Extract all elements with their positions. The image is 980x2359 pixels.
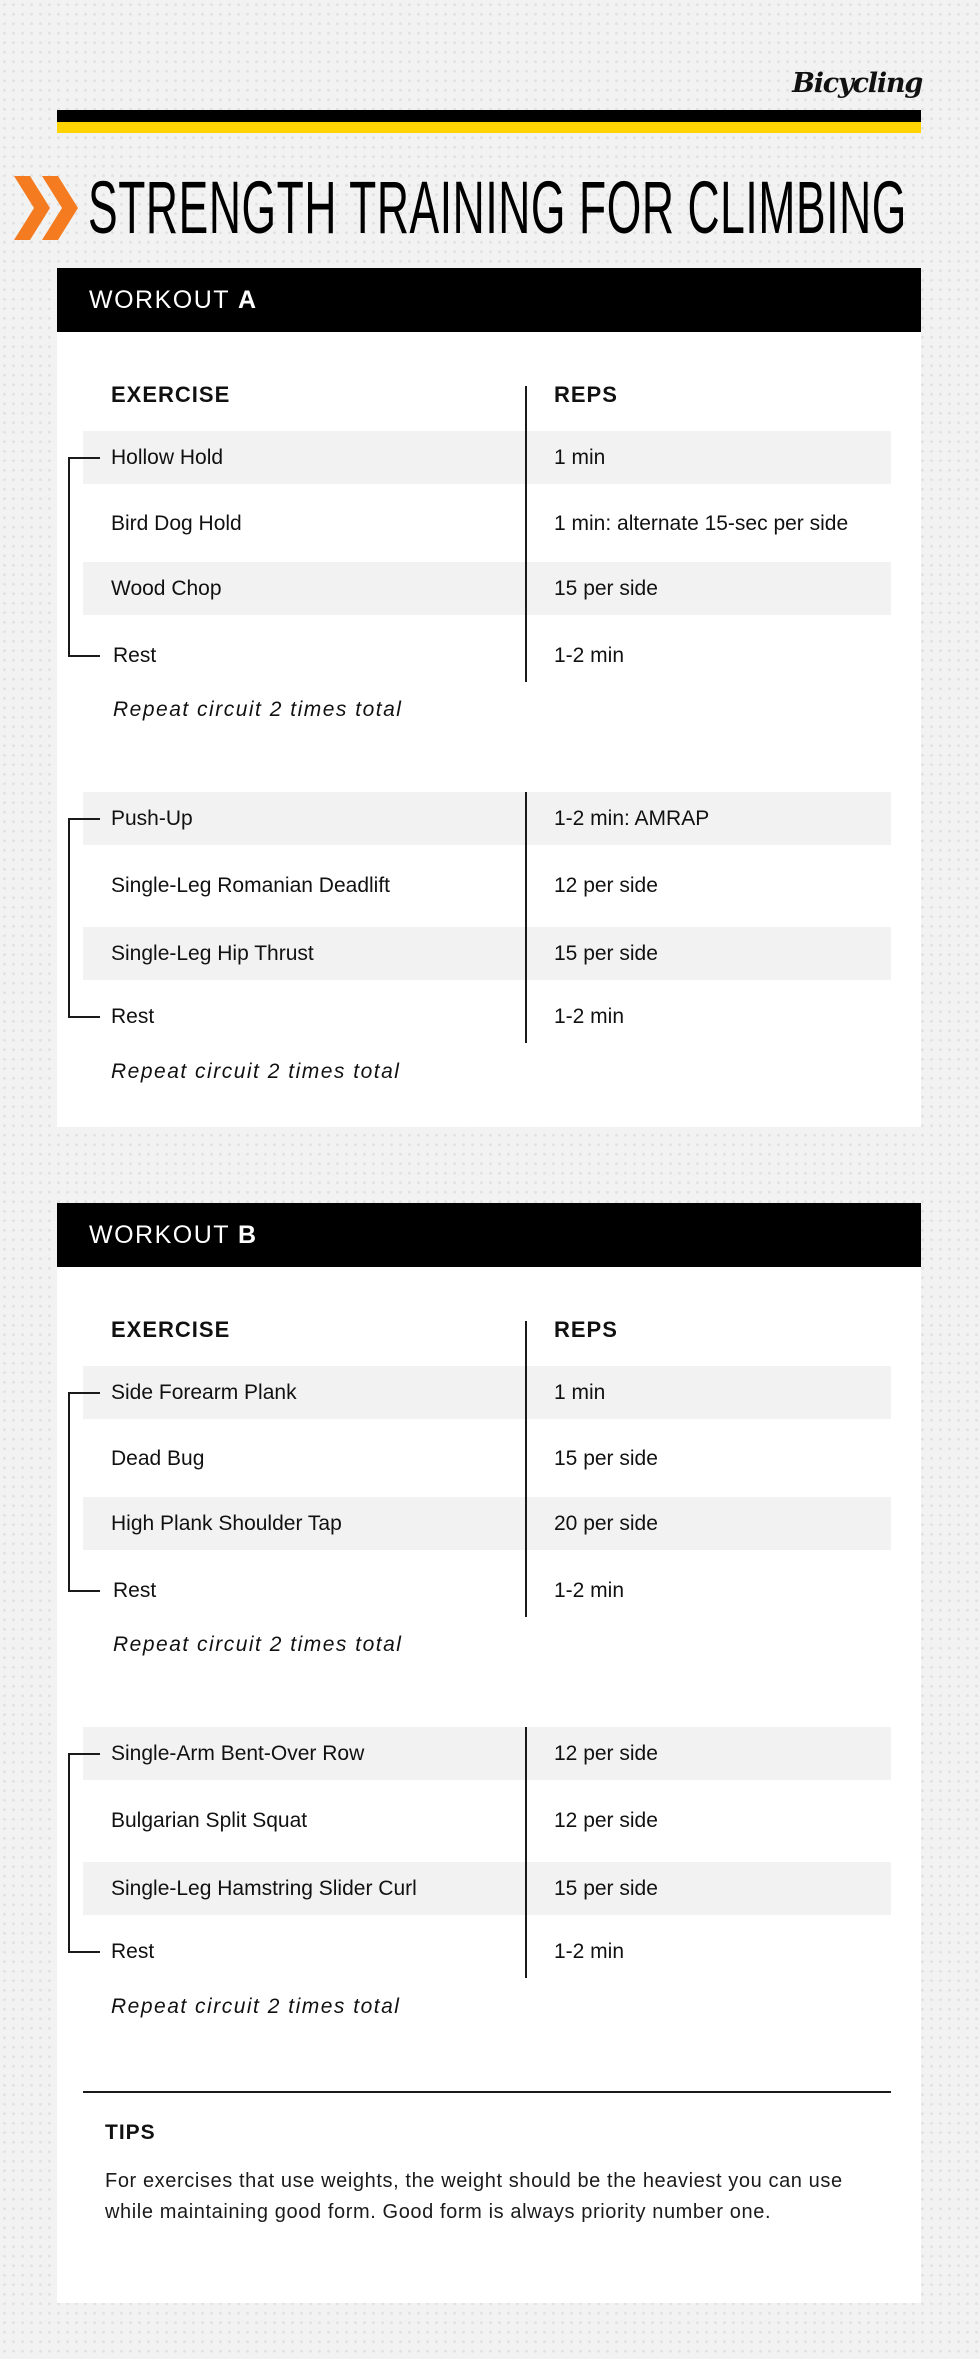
column-divider bbox=[525, 792, 527, 1043]
header-stripe-black bbox=[57, 110, 921, 122]
reps-value: 1-2 min: AMRAP bbox=[554, 807, 710, 830]
exercise-name: Side Forearm Plank bbox=[111, 1381, 297, 1404]
workout-a-card bbox=[57, 268, 921, 1127]
circuit-repeat-note: Repeat circuit 2 times total bbox=[111, 1995, 401, 2018]
reps-value: 1-2 min bbox=[554, 1005, 625, 1028]
circuit-repeat-note: Repeat circuit 2 times total bbox=[113, 1633, 403, 1656]
circuit-bracket-top bbox=[68, 457, 100, 459]
workout-label: WORKOUT bbox=[89, 1221, 230, 1249]
exercise-name: Single-Leg Romanian Deadlift bbox=[111, 874, 390, 897]
exercise-name: Dead Bug bbox=[111, 1447, 205, 1470]
exercise-name: Bulgarian Split Squat bbox=[111, 1809, 308, 1832]
reps-value: 15 per side bbox=[554, 577, 658, 600]
bicycling-logo: Bicycling bbox=[792, 68, 922, 99]
circuit-repeat-note: Repeat circuit 2 times total bbox=[111, 1060, 401, 1083]
circuit-bracket bbox=[68, 818, 70, 1018]
exercise-name: Bird Dog Hold bbox=[111, 512, 242, 535]
column-header-exercise: EXERCISE bbox=[111, 1317, 231, 1342]
page-title: STRENGTH TRAINING FOR CLIMBING bbox=[88, 166, 907, 249]
exercise-name: Wood Chop bbox=[111, 577, 222, 600]
exercise-name: Rest bbox=[113, 644, 157, 667]
workout-b-card bbox=[57, 1203, 921, 2303]
circuit-bracket bbox=[68, 457, 70, 657]
circuit-bracket-bottom bbox=[68, 1590, 100, 1592]
circuit-bracket bbox=[68, 1753, 70, 1953]
column-header-reps: REPS bbox=[554, 1317, 618, 1342]
exercise-name: Single-Leg Hip Thrust bbox=[111, 942, 314, 965]
column-divider bbox=[525, 1321, 527, 1617]
reps-value: 20 per side bbox=[554, 1512, 658, 1535]
circuit-bracket-top bbox=[68, 818, 100, 820]
reps-value: 12 per side bbox=[554, 874, 658, 897]
tips-divider bbox=[83, 2091, 891, 2093]
reps-value: 15 per side bbox=[554, 1877, 658, 1900]
column-header-exercise: EXERCISE bbox=[111, 382, 231, 407]
exercise-name: Single-Leg Hamstring Slider Curl bbox=[111, 1877, 417, 1900]
exercise-name: Hollow Hold bbox=[111, 446, 224, 469]
column-divider bbox=[525, 1727, 527, 1978]
tips-heading: TIPS bbox=[105, 2121, 156, 2144]
workout-letter: A bbox=[238, 286, 258, 314]
reps-value: 12 per side bbox=[554, 1809, 658, 1832]
exercise-name: Rest bbox=[111, 1005, 155, 1028]
workout-a-header bbox=[57, 268, 921, 332]
reps-value: 1-2 min bbox=[554, 644, 625, 667]
column-divider bbox=[525, 386, 527, 682]
exercise-name: High Plank Shoulder Tap bbox=[111, 1512, 342, 1535]
reps-value: 15 per side bbox=[554, 1447, 658, 1470]
circuit-bracket-bottom bbox=[68, 1951, 100, 1953]
circuit-bracket-bottom bbox=[68, 1016, 100, 1018]
reps-value: 15 per side bbox=[554, 942, 658, 965]
row-shade bbox=[83, 792, 891, 845]
workout-b-header bbox=[57, 1203, 921, 1267]
reps-value: 1 min: alternate 15-sec per side bbox=[554, 512, 849, 535]
workout-letter: B bbox=[238, 1221, 258, 1249]
circuit-bracket-top bbox=[68, 1753, 100, 1755]
exercise-name: Rest bbox=[111, 1940, 155, 1963]
circuit-bracket-top bbox=[68, 1392, 100, 1394]
workout-label: WORKOUT bbox=[89, 286, 230, 314]
exercise-name: Single-Arm Bent-Over Row bbox=[111, 1742, 365, 1765]
reps-value: 1 min bbox=[554, 1381, 606, 1404]
exercise-name: Rest bbox=[113, 1579, 157, 1602]
column-header-reps: REPS bbox=[554, 382, 618, 407]
circuit-repeat-note: Repeat circuit 2 times total bbox=[113, 698, 403, 721]
circuit-bracket-bottom bbox=[68, 655, 100, 657]
reps-value: 1-2 min bbox=[554, 1940, 625, 1963]
reps-value: 1-2 min bbox=[554, 1579, 625, 1602]
circuit-bracket bbox=[68, 1392, 70, 1592]
reps-value: 1 min bbox=[554, 446, 606, 469]
header-stripe-yellow bbox=[57, 122, 921, 133]
double-chevron-right-icon bbox=[14, 176, 80, 240]
reps-value: 12 per side bbox=[554, 1742, 658, 1765]
exercise-name: Push-Up bbox=[111, 807, 193, 830]
tips-text: For exercises that use weights, the weight should be the heaviest you can use while maintaining good form. Good form is always priority number one. bbox=[105, 2170, 843, 2223]
